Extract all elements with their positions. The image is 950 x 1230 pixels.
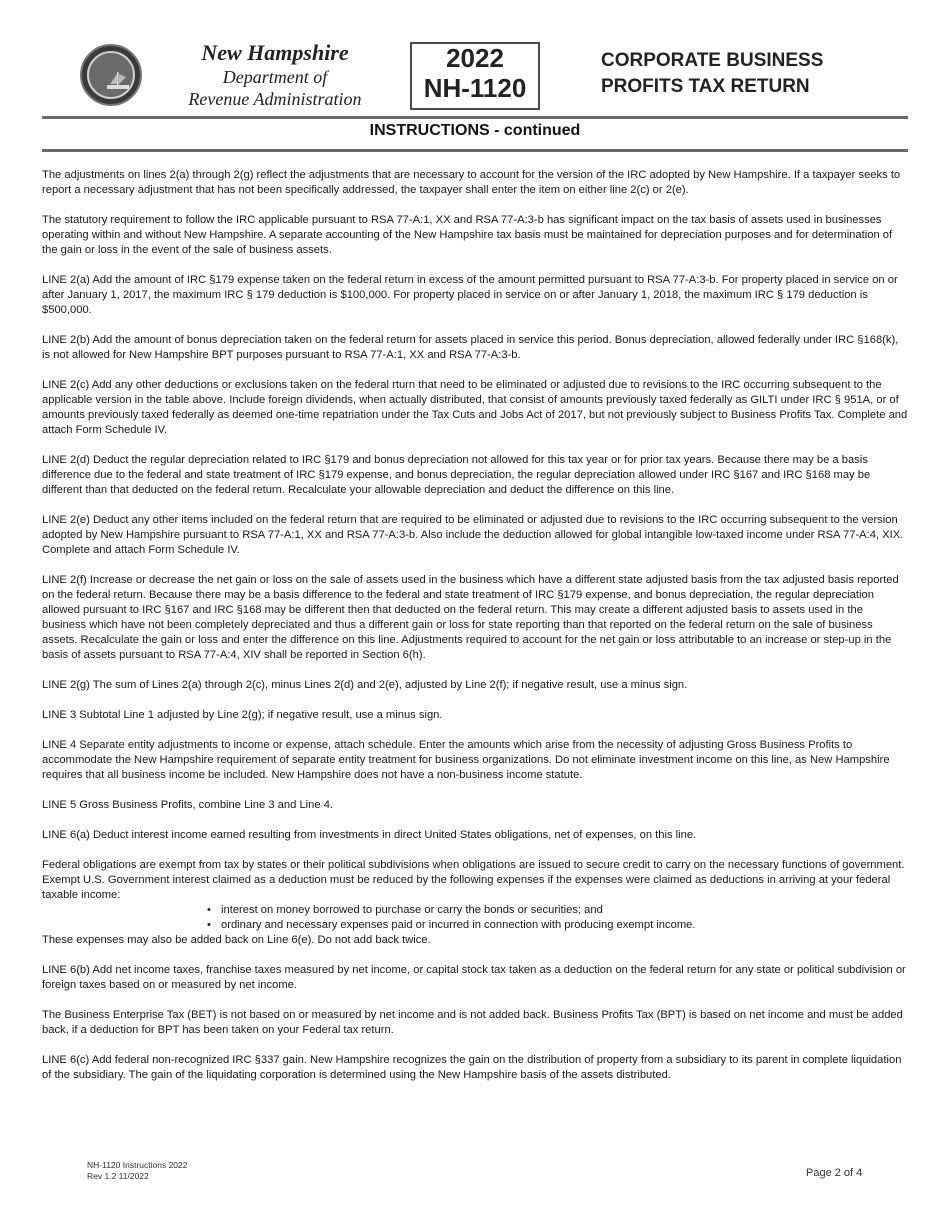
- page-header: [0, 0, 950, 118]
- line-2e-instruction: LINE 2(e) Deduct any other items included on the federal return that are required to be eliminated or adjusted due to revisions to the IRC occurring subsequent to the version adopted by New Hampshire pursuant to RSA 77-A:1, XX and RSA 77-A:3-b. Also include the deduction allowed for global intangible low-taxed income under RSA 77-A:4, XIX. Complete and attach Form Schedule IV.: [42, 514, 904, 556]
- line-4-instruction: LINE 4 Separate entity adjustments to income or expense, attach schedule. Enter the amounts which arise from the necessity of adjusting Gross Business Profits to accommodate the New Hampshire requirement of separate entity treatment for business organizations. Do not eliminate investment income on this line, as New Hampshire requires that all business income be included. New Hampshire does not have a non-business income statute.: [42, 739, 890, 781]
- list-item: • ordinary and necessary expenses paid or incurred in connection with producing exempt income.: [207, 918, 908, 933]
- expense-list: [42, 903, 908, 933]
- line-2f-instruction: LINE 2(f) Increase or decrease the net gain or loss on the sale of assets used in the business which have a different state adjusted basis from the tax adjusted basis reported on the federal return. Because there may be a basis difference to the federal and state treatment of IRC §179 expense, and bonus depreciation, the regular depreciation allowed pursuant to IRC §167 and IRC §168 may be different then that deducted on the federal return. This may create a different adjusted basis to assets used in the business which have not been completely depreciated and thus a different gain or loss for state reporting than that reported on the federal return on the sale of business assets. Recalculate the gain or loss and enter the difference on this line. Adjustments required to account for the net gain or loss attributable to an increase or step-up in the basis of assets pursuant to RSA 77-A:4, XIV shall be reported in Section 6(h).: [42, 574, 899, 661]
- header-rule-top: [42, 116, 908, 119]
- bet-note: The Business Enterprise Tax (BET) is not based on or measured by net income and is not added back. Business Profits Tax (BPT) is based on net income and must be added back, if a deduction for BPT has been taken on your Federal tax return.: [42, 1009, 903, 1036]
- section-title: INSTRUCTIONS - continued: [369, 122, 581, 139]
- instructions-body: [42, 168, 908, 1098]
- agency-admin: Revenue Administration: [188, 89, 362, 109]
- line-2c-instruction: LINE 2(c) Add any other deductions or exclusions taken on the federal rturn that need to be eliminated or adjusted due to revisions to the IRC occurring subsequent to the applicable version in the table above. Include foreign dividends, when actually distributed, that consist of amounts previously taxed federally as GILTI under IRC § 951A, or of amounts previously taxed federally as deemed one-time repatriation under the Tax Cuts and Jobs Act of 2017, but not previously subject to Business Profits Tax. Complete and attach Form Schedule IV.: [42, 379, 908, 436]
- line-2g-instruction: LINE 2(g) The sum of Lines 2(a) through 2(c), minus Lines 2(d) and 2(e), adjusted by Line 2(f); if negative result, use a minus sign.: [42, 679, 688, 691]
- agency-dept: Department of: [222, 67, 328, 87]
- header-rule-bottom: [42, 149, 908, 152]
- line-2b-instruction: LINE 2(b) Add the amount of bonus depreciation taken on the federal return for assets placed in service this period. Bonus depreciation, allowed federally under IRC §168(k), is not allowed for New Hampshire BPT purposes pursuant to RSA 77-A:1, XX and RSA 77-A:3-b.: [42, 334, 899, 361]
- form-year: 2022: [446, 43, 504, 73]
- line-2a-instruction: LINE 2(a) Add the amount of IRC §179 expense taken on the federal return in excess of the amount permitted pursuant to RSA 77-A:3-b. For property placed in service on or after January 1, 2017, the maximum IRC § 179 deduction is $100,000. For property placed in service on or after January 1, 2018, the maximum IRC § 179 deduction is $500,000.: [42, 274, 898, 316]
- federal-obligations-paragraph: Federal obligations are exempt from tax by states or their political subdivisions when obligations are issued to secure credit to carry on the necessary functions of government. Exempt U.S. Government interest claimed as a deduction must be reduced by the following expenses if the expenses were claimed as deductions in arriving at your federal taxable income:: [42, 859, 905, 901]
- line-5-instruction: LINE 5 Gross Business Profits, combine Line 3 and Line 4.: [42, 799, 334, 811]
- nh-state-seal-icon: [80, 44, 142, 106]
- footer-revision: Rev 1.2 11/2022: [87, 1171, 149, 1181]
- line-2d-instruction: LINE 2(d) Deduct the regular depreciation related to IRC §179 and bonus depreciation not allowed for this tax year or for prior tax years. Because there may be a basis difference due to the federal and state treatment of IRC §179 expense, and bonus depreciation, the regular depreciation allowed under IRC §167 and IRC §168 may be different than that deducted on the federal return. Recalculate your allowable depreciation and deduct the difference on this line.: [42, 454, 871, 496]
- line-3-instruction: LINE 3 Subtotal Line 1 adjusted by Line 2(g); if negative result, use a minus sign.: [42, 709, 443, 721]
- statutory-paragraph: The statutory requirement to follow the IRC applicable pursuant to RSA 77-A:1, XX and RSA 77-A:3-b has significant impact on the tax basis of assets used in businesses operating within and without New Hampshire. A separate accounting of the New Hampshire tax basis must be maintained for depreciation purposes and for determination of the gain or loss in the event of the sale of business assets.: [42, 214, 893, 256]
- form-id-box: [410, 42, 540, 110]
- add-back-note: These expenses may also be added back on Line 6(e). Do not add back twice.: [42, 934, 431, 946]
- line-6b-instruction: LINE 6(b) Add net income taxes, franchise taxes measured by net income, or capital stock tax taken as a deduction on the federal return for any state or political subdivision or foreign taxes based on or measured by net income.: [42, 964, 906, 991]
- ship-icon: [105, 70, 131, 92]
- form-title-line2: PROFITS TAX RETURN: [601, 76, 810, 97]
- line-6c-instruction: LINE 6(c) Add federal non-recognized IRC §337 gain. New Hampshire recognizes the gain on the distribution of property from a subsidiary to its parent in complete liquidation of the subsidiary. The gain of the liquidating corporation is determined using the New Hampshire basis of the assets distributed.: [42, 1054, 902, 1081]
- list-item: • interest on money borrowed to purchase or carry the bonds or securities; and: [207, 903, 908, 918]
- agency-state: New Hampshire: [201, 40, 349, 65]
- intro-paragraph: The adjustments on lines 2(a) through 2(g) reflect the adjustments that are necessary to account for the version of the IRC adopted by New Hampshire. If a taxpayer seeks to report a necessary adjustment that has not been specifically addressed, the taxpayer shall enter the item on either line 2(c) or 2(e).: [42, 169, 901, 196]
- line-6a-instruction: LINE 6(a) Deduct interest income earned resulting from investments in direct United States obligations, net of expenses, on this line.: [42, 829, 697, 841]
- page-number: Page 2 of 4: [806, 1167, 863, 1179]
- form-number: NH-1120: [423, 73, 527, 103]
- agency-name: [160, 40, 390, 110]
- form-title-line1: CORPORATE BUSINESS: [601, 50, 824, 71]
- footer-doc-name: NH-1120 Instructions 2022: [87, 1160, 188, 1170]
- form-title: [601, 48, 823, 100]
- footer-doc-info: [87, 1160, 187, 1182]
